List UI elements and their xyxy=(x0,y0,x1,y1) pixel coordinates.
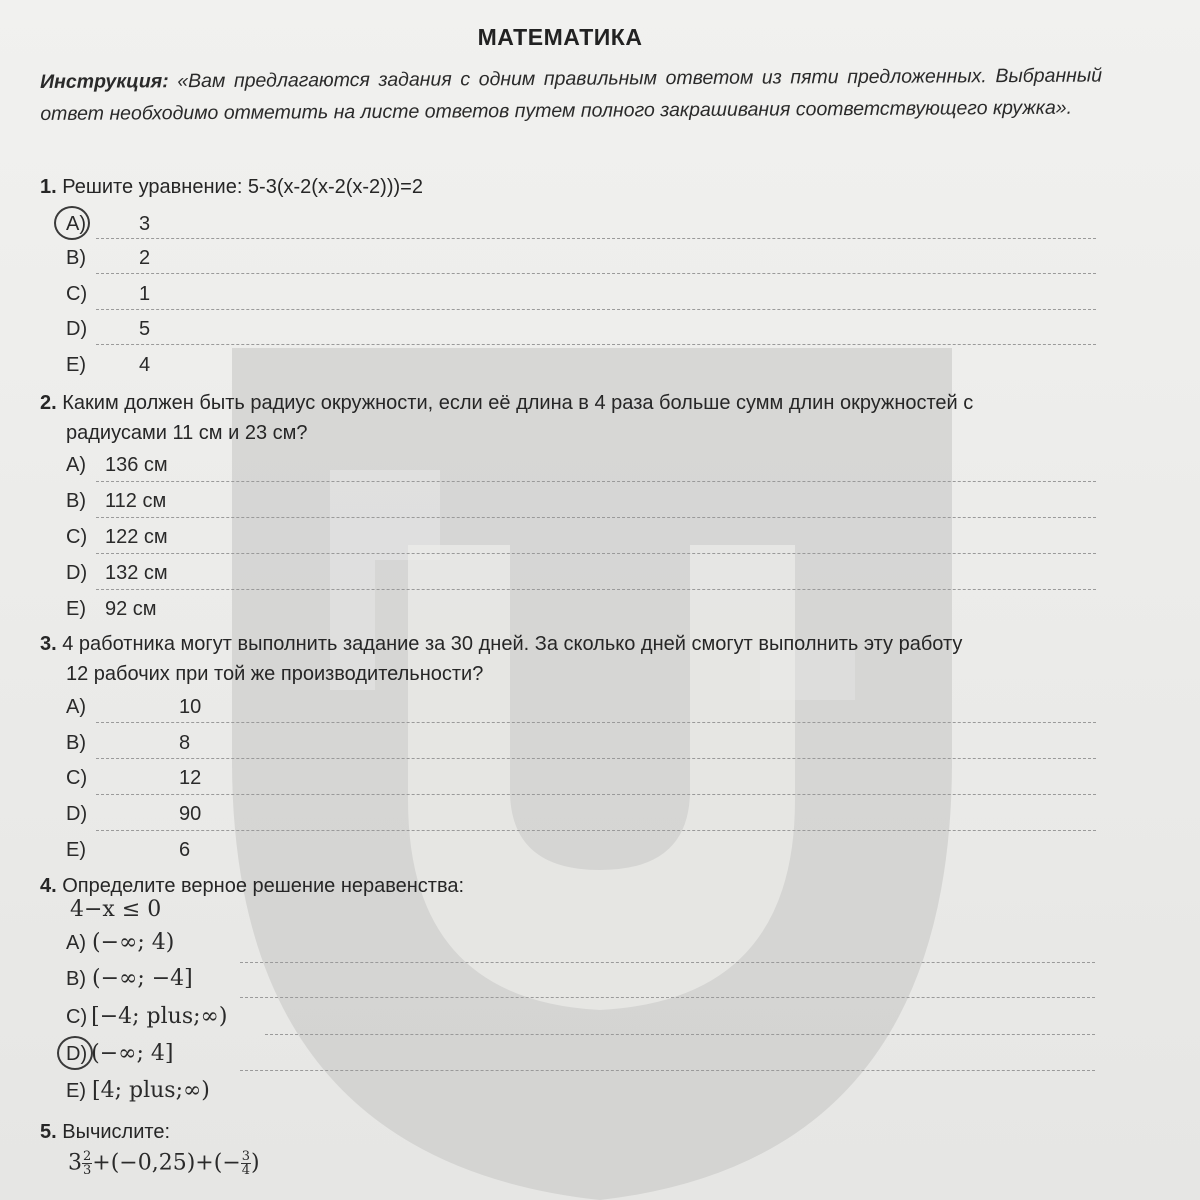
q1-option-b[interactable] xyxy=(66,247,151,270)
instruction-body: «Вам предлагаются задания с одним правильным ответом из пяти предложенных. Выбранный ответ необходимо отметить на листе ответов путем полного закрашивания соответствующего кружка». xyxy=(40,64,1103,125)
option-value: 90 xyxy=(179,803,202,825)
option-letter: E) xyxy=(66,839,86,861)
answer-divider xyxy=(96,794,1096,795)
option-letter: A) xyxy=(66,696,86,718)
q4-option-a[interactable] xyxy=(66,930,174,955)
option-value: (−∞; 4) xyxy=(92,930,175,955)
option-letter: B) xyxy=(66,968,86,990)
fraction-numerator: 2 xyxy=(83,1149,92,1164)
fraction-2 xyxy=(241,1150,251,1177)
inequality-expression: 4−x ≤ 0 xyxy=(70,897,162,922)
answer-divider xyxy=(96,344,1096,345)
selected-answer-circle xyxy=(57,1036,93,1070)
question-3 xyxy=(40,630,962,659)
q2-option-c[interactable] xyxy=(66,526,168,549)
q1-option-c[interactable] xyxy=(66,283,151,306)
page-title: МАТЕМАТИКА xyxy=(477,24,643,50)
question-number: 2. xyxy=(40,392,57,414)
option-letter: E) xyxy=(66,354,86,376)
answer-divider xyxy=(96,830,1096,831)
answer-divider xyxy=(240,997,1095,998)
expression-middle: +(−0,25)+(− xyxy=(92,1150,241,1176)
answer-divider xyxy=(96,517,1096,518)
option-value: 1 xyxy=(139,283,151,305)
answer-divider xyxy=(96,553,1096,554)
answer-divider xyxy=(96,722,1096,723)
q2-option-e[interactable] xyxy=(66,598,157,621)
answer-divider xyxy=(96,481,1096,482)
instruction-text xyxy=(40,60,1102,130)
option-value: 92 см xyxy=(105,598,157,620)
option-letter: B) xyxy=(66,490,86,512)
q2-option-b[interactable] xyxy=(66,490,167,513)
option-letter: C) xyxy=(66,767,88,789)
q3-option-e[interactable] xyxy=(66,839,191,862)
option-value: 8 xyxy=(179,732,191,754)
question-number: 5. xyxy=(40,1121,57,1143)
option-letter: C) xyxy=(66,526,88,548)
option-letter: D) xyxy=(66,562,88,584)
option-letter: E) xyxy=(66,598,86,620)
answer-divider xyxy=(265,1034,1095,1035)
instruction-label: Инструкция: xyxy=(40,70,169,93)
option-value: 4 xyxy=(139,354,151,376)
option-letter: D) xyxy=(66,803,88,825)
option-value: 122 см xyxy=(105,526,168,548)
selected-answer-circle xyxy=(54,206,90,240)
q4-option-b[interactable] xyxy=(66,966,193,991)
answer-divider xyxy=(96,238,1096,239)
fraction-denominator: 3 xyxy=(83,1163,92,1178)
q1-option-e[interactable] xyxy=(66,354,151,377)
fraction-numerator: 3 xyxy=(241,1149,251,1164)
question-2 xyxy=(40,389,973,418)
option-value: 112 см xyxy=(105,490,167,512)
option-value: 136 см xyxy=(105,454,168,476)
question-text: Каким должен быть радиус окружности, если её длина в 4 раза больше сумм длин окружностей с xyxy=(56,392,974,414)
whole-number: 3 xyxy=(68,1150,82,1176)
option-value: 2 xyxy=(139,247,151,269)
option-letter: E) xyxy=(66,1080,86,1102)
q3-option-a[interactable] xyxy=(66,696,202,719)
option-value: 5 xyxy=(139,318,151,340)
option-letter: C) xyxy=(66,283,88,305)
calculation-expression xyxy=(68,1150,260,1177)
question-text: Вычислите: xyxy=(56,1121,171,1143)
q2-option-a[interactable] xyxy=(66,454,168,477)
question-text: 4 работника могут выполнить задание за 30 дней. За сколько дней смогут выполнить эту работу xyxy=(56,633,963,655)
option-value: (−∞; 4] xyxy=(91,1041,174,1066)
option-letter: A) xyxy=(66,932,86,954)
option-letter: B) xyxy=(66,732,86,754)
question-number: 4. xyxy=(40,875,57,897)
question-text-continued: радиусами 11 см и 23 см? xyxy=(66,422,308,444)
option-value: 6 xyxy=(179,839,191,861)
q4-option-e[interactable] xyxy=(66,1078,210,1103)
fraction-denominator: 4 xyxy=(241,1163,251,1178)
answer-divider xyxy=(96,589,1096,590)
answer-divider xyxy=(240,1070,1095,1071)
q4-option-c[interactable] xyxy=(66,1004,227,1029)
question-1 xyxy=(40,173,423,202)
question-text: Определите верное решение неравенства: xyxy=(56,875,465,897)
option-letter: D) xyxy=(66,1043,88,1065)
answer-divider xyxy=(96,758,1096,759)
question-number: 3. xyxy=(40,633,57,655)
option-letter: A) xyxy=(66,213,86,235)
question-text-continued: 12 рабочих при той же производительности? xyxy=(66,663,484,685)
question-number: 1. xyxy=(40,176,57,198)
option-letter: C) xyxy=(66,1006,88,1028)
question-text: Решите уравнение: 5-3(x-2(x-2(x-2)))=2 xyxy=(56,176,423,198)
fraction-1 xyxy=(82,1150,92,1177)
option-value: [4; plus;∞) xyxy=(92,1078,210,1103)
answer-divider xyxy=(96,273,1096,274)
q3-option-d[interactable] xyxy=(66,803,202,826)
option-value: 10 xyxy=(179,696,202,718)
option-value: 3 xyxy=(139,213,151,235)
option-value: (−∞; −4] xyxy=(92,966,193,991)
option-value: [−4; plus;∞) xyxy=(91,1004,228,1029)
option-value: 12 xyxy=(179,767,202,789)
option-value: 132 см xyxy=(105,562,168,584)
option-letter: A) xyxy=(66,454,86,476)
answer-divider xyxy=(240,962,1095,963)
option-letter: B) xyxy=(66,247,86,269)
q3-option-c[interactable] xyxy=(66,767,202,790)
q2-option-d[interactable] xyxy=(66,562,168,585)
answer-divider xyxy=(96,309,1096,310)
question-5 xyxy=(40,1118,170,1147)
q1-option-d[interactable] xyxy=(66,318,151,341)
expression-end: ) xyxy=(251,1150,260,1176)
option-letter: D) xyxy=(66,318,88,340)
q3-option-b[interactable] xyxy=(66,732,191,755)
